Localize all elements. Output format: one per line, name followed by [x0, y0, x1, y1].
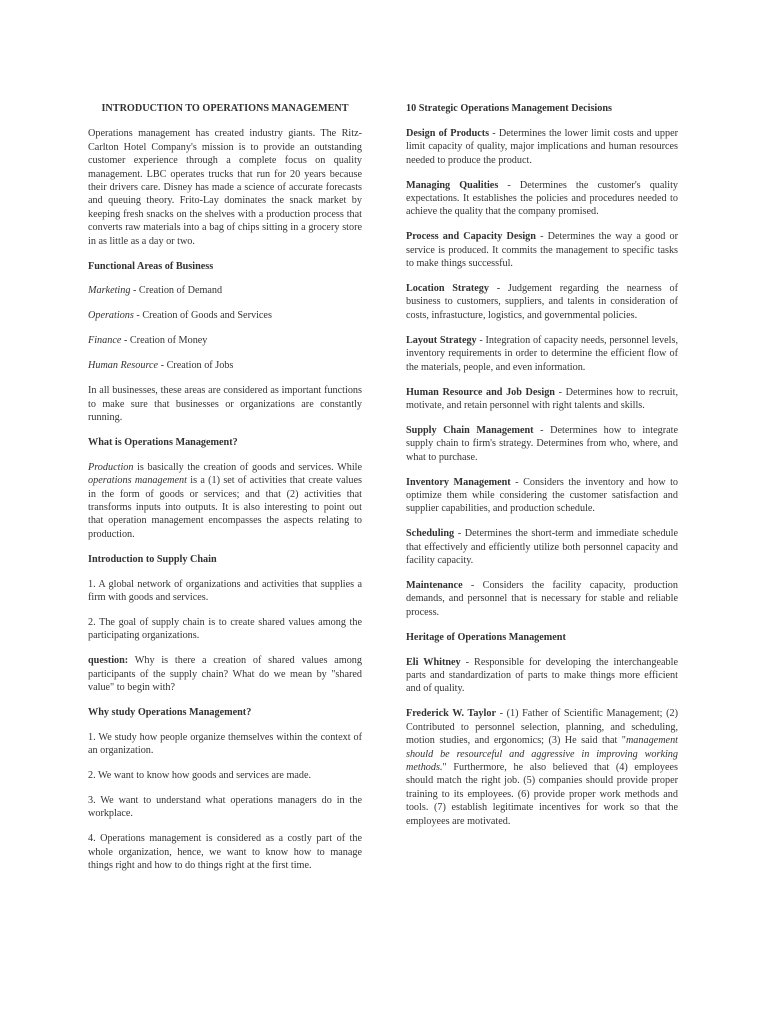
functional-area-desc: - Creation of Goods and Services [133, 310, 272, 322]
decision-term: Supply Chain Management [406, 424, 534, 436]
decision-item [406, 127, 678, 167]
decision-item [406, 527, 678, 567]
decision-desc: - Integration of capacity needs, personnel levels, inventory requirements in order to determine the efficient flow of the materials, people, and even information. [406, 334, 678, 373]
functional-area-desc: - Creation of Money [121, 335, 208, 347]
decision-item [406, 282, 678, 322]
functional-area-term: Marketing [88, 285, 131, 297]
functional-area-marketing [88, 284, 362, 297]
person-desc-b: " Furthermore, he also believed that (4) employees should match the right job. (5) companies should provide proper training to its employees. (6) provide proper work methods and tools. (7) establish legitimate incentives for work so that the employees are motivated. [406, 761, 678, 827]
functional-area-human-resource [88, 359, 362, 372]
functional-areas-note: In all businesses, these areas are considered as important functions to make sure that businesses or organizations are constantly running. [88, 385, 362, 423]
list-item: 2. We want to know how goods and services are made. [88, 770, 312, 782]
decision-item [406, 230, 678, 270]
decision-desc: - Considers the inventory and how to optimize them while considering the customer satisfaction and supplier capabilities, and production schedule. [406, 476, 678, 515]
decision-term: Managing Qualities [406, 179, 499, 191]
decision-term: Inventory Management [406, 476, 511, 488]
decision-term: Location Strategy [406, 283, 489, 295]
decision-term: Maintenance [406, 579, 463, 591]
operations-management-term: operations management [88, 475, 187, 487]
decision-term: Design of Products [406, 127, 490, 139]
question-label: question: [88, 655, 129, 667]
heritage-whitney [406, 656, 678, 696]
person-desc-a: - (1) Father of Scientific Management; (2) Contributed to personnel selection, planning, and scheduling, motion studies, and ergonomics; (3) He said that " [406, 708, 678, 747]
person-desc: - Responsible for developing the interchangeable parts and standardization of parts to make things more efficient and of quality. [406, 656, 678, 695]
decision-term: Process and Capacity Design [406, 231, 536, 243]
what-text-a: is basically the creation of goods and services. While [133, 461, 362, 473]
functional-area-term: Human Resource [88, 360, 159, 372]
decision-item [406, 386, 678, 413]
question-text: Why is there a creation of shared values among participants of the supply chain? What do we mean by "shared value" to begin with? [88, 655, 362, 693]
what-is-om-heading: What is Operations Management? [88, 436, 238, 448]
decision-term: Layout Strategy [406, 334, 477, 346]
functional-area-term: Finance [88, 335, 122, 347]
what-is-om-paragraph [88, 461, 362, 541]
heritage-heading: Heritage of Operations Management [406, 631, 566, 643]
why-study-list [88, 731, 362, 873]
supply-chain-list [88, 578, 362, 643]
person-name: Frederick W. Taylor [406, 708, 496, 720]
decision-desc: - Judgement regarding the nearness of business to customers, suppliers, and talents in consideration of costs, infrastucture, logistics, and governmental policies. [406, 283, 678, 321]
functional-area-desc: - Creation of Jobs [158, 360, 234, 372]
decision-desc: - Determines how to integrate supply chain to firm's strategy. Determines from who, where, and what to purchase. [406, 424, 678, 463]
question-paragraph [88, 654, 362, 694]
production-term: Production [88, 461, 134, 473]
decision-desc: - Determines how to recruit, motivate, and retain personnel with right talents and skills. [406, 386, 678, 411]
taylor-quote: management should be resourceful and aggressive in improving working methods. [406, 735, 678, 773]
decision-item [406, 579, 678, 619]
decisions-heading: 10 Strategic Operations Management Decisions [406, 103, 612, 114]
functional-areas-heading: Functional Areas of Business [88, 260, 214, 272]
heritage-taylor [406, 707, 678, 828]
decision-term: Human Resource and Job Design [406, 386, 555, 398]
decision-desc: - Considers the facility capacity, production demands, and personnel that is necessary for stable and reliable process. [406, 579, 678, 618]
list-item: 4. Operations management is considered as a costly part of the whole organization, hence, we want to know how to manage things right and how to do things right at the first time. [88, 833, 362, 872]
functional-area-finance [88, 334, 362, 347]
list-item: 1. A global network of organizations and activities that supplies a firm with goods and services. [88, 578, 362, 603]
decision-term: Scheduling [406, 528, 455, 540]
decision-desc: - Determines the short-term and immediate schedule that effectively and efficiently utilize both personnel capacity and facility capacity. [406, 528, 678, 567]
what-text-b: is a (1) set of activities that create values in the form of goods or services; and that (2) activities that transforms inputs into outputs. It is also interesting to point out that operation management encompasses the aspects relating to production. [88, 475, 362, 540]
supply-chain-heading: Introduction to Supply Chain [88, 553, 217, 565]
intro-paragraph: Operations management has created industry giants. The Ritz-Carlton Hotel Company's mission is to provide an outstanding customer experience through a complete focus on quality management. LBC operates trucks that run for 20 years because their drivers care. Disney has made a science of accurate forecasts and queuing theory. Frito-Lay dominates the snack market by keeping fresh snacks on the shelves with a production process that converts raw materials into a bag of chips sitting in a grocery store in as little as a day or two. [88, 128, 362, 247]
decision-item [406, 476, 678, 516]
decision-item [406, 424, 678, 464]
why-study-heading: Why study Operations Management? [88, 706, 252, 718]
right-column [406, 102, 678, 839]
list-item: 2. The goal of supply chain is to create shared values among the participating organizations. [88, 616, 362, 642]
decision-item [406, 334, 678, 374]
decision-desc: - Determines the lower limit costs and upper limit capacity of quality, major implications and human resources needed to produce the product. [406, 127, 678, 166]
functional-area-term: Operations [88, 310, 134, 322]
functional-area-operations [88, 309, 362, 322]
document-title: INTRODUCTION TO OPERATIONS MANAGEMENT [101, 103, 349, 114]
list-item: 1. We study how people organize themselves within the context of an organization. [88, 731, 362, 757]
decision-item [406, 179, 678, 219]
left-column [88, 102, 362, 884]
functional-area-desc: - Creation of Demand [130, 285, 223, 297]
person-name: Eli Whitney [406, 656, 461, 668]
decision-desc: - Determines the customer's quality expectations. It establishes the policies and procedures needed to achieve the quality that the company promised. [406, 179, 679, 218]
list-item: 3. We want to understand what operations managers do in the workplace. [88, 795, 362, 820]
decision-desc: - Determines the way a good or service is produced. It commits the management to specific tasks to make things successful. [406, 231, 678, 270]
